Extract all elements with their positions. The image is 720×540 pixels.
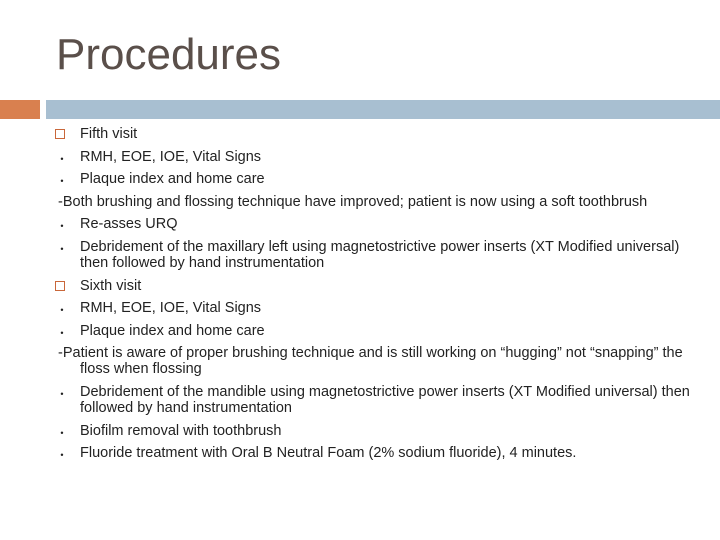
list-item-note [0, 345, 700, 377]
list-item [0, 384, 700, 416]
list-item-text: Debridement of the maxillary left using magnetostrictive power inserts (XT Modified universal) then followed by hand instrumentation [80, 238, 680, 271]
dot-bullet-icon: • [60, 427, 64, 438]
slide-title: Procedures [56, 30, 282, 79]
dot-bullet-icon: • [60, 327, 64, 338]
list-item-fifth-visit [0, 126, 700, 142]
list-item-text: Debridement of the mandible using magnetostrictive power inserts (XT Modified universal) then followed by hand instrumentation [80, 383, 690, 416]
list-item [0, 171, 700, 187]
list-item [0, 216, 700, 232]
dot-bullet-icon: • [60, 243, 64, 254]
checkbox-bullet-icon [55, 129, 65, 139]
bullet-list [0, 126, 700, 468]
list-item-text: RMH, EOE, IOE, Vital Signs [80, 148, 262, 165]
list-item-note [0, 194, 700, 210]
list-item [0, 300, 700, 316]
dot-bullet-icon: • [60, 388, 64, 399]
dot-bullet-icon: • [60, 450, 64, 461]
list-item-text: Biofilm removal with toothbrush [80, 422, 282, 439]
header-bar [46, 100, 720, 119]
dash-marker: - [58, 193, 63, 210]
list-item-text: RMH, EOE, IOE, Vital Signs [80, 300, 262, 317]
dash-marker: - [58, 345, 63, 362]
dot-bullet-icon: • [60, 153, 64, 164]
checkbox-bullet-icon [55, 281, 65, 291]
list-item-text: Re-asses URQ [80, 216, 178, 233]
dot-bullet-icon: • [60, 176, 64, 187]
list-item-text: Fifth visit [80, 126, 138, 142]
list-item-text: Fluoride treatment with Oral B Neutral Foam (2% sodium fluoride), 4 minutes. [80, 445, 577, 462]
accent-bar [0, 100, 40, 119]
list-item [0, 323, 700, 339]
dot-bullet-icon: • [60, 221, 64, 232]
list-item-text: Patient is aware of proper brushing technique and is still working on “hugging” not “snapping” the floss when flossing [62, 345, 683, 378]
list-item-text: Both brushing and flossing technique have improved; patient is now using a soft toothbrush [62, 193, 648, 210]
dot-bullet-icon: • [60, 305, 64, 316]
list-item [0, 149, 700, 165]
list-item-sixth-visit [0, 278, 700, 294]
list-item-text: Plaque index and home care [80, 171, 265, 188]
list-item-text: Plaque index and home care [80, 322, 265, 339]
list-item [0, 239, 700, 271]
list-item [0, 423, 700, 439]
list-item [0, 445, 700, 461]
list-item-text: Sixth visit [80, 277, 142, 294]
